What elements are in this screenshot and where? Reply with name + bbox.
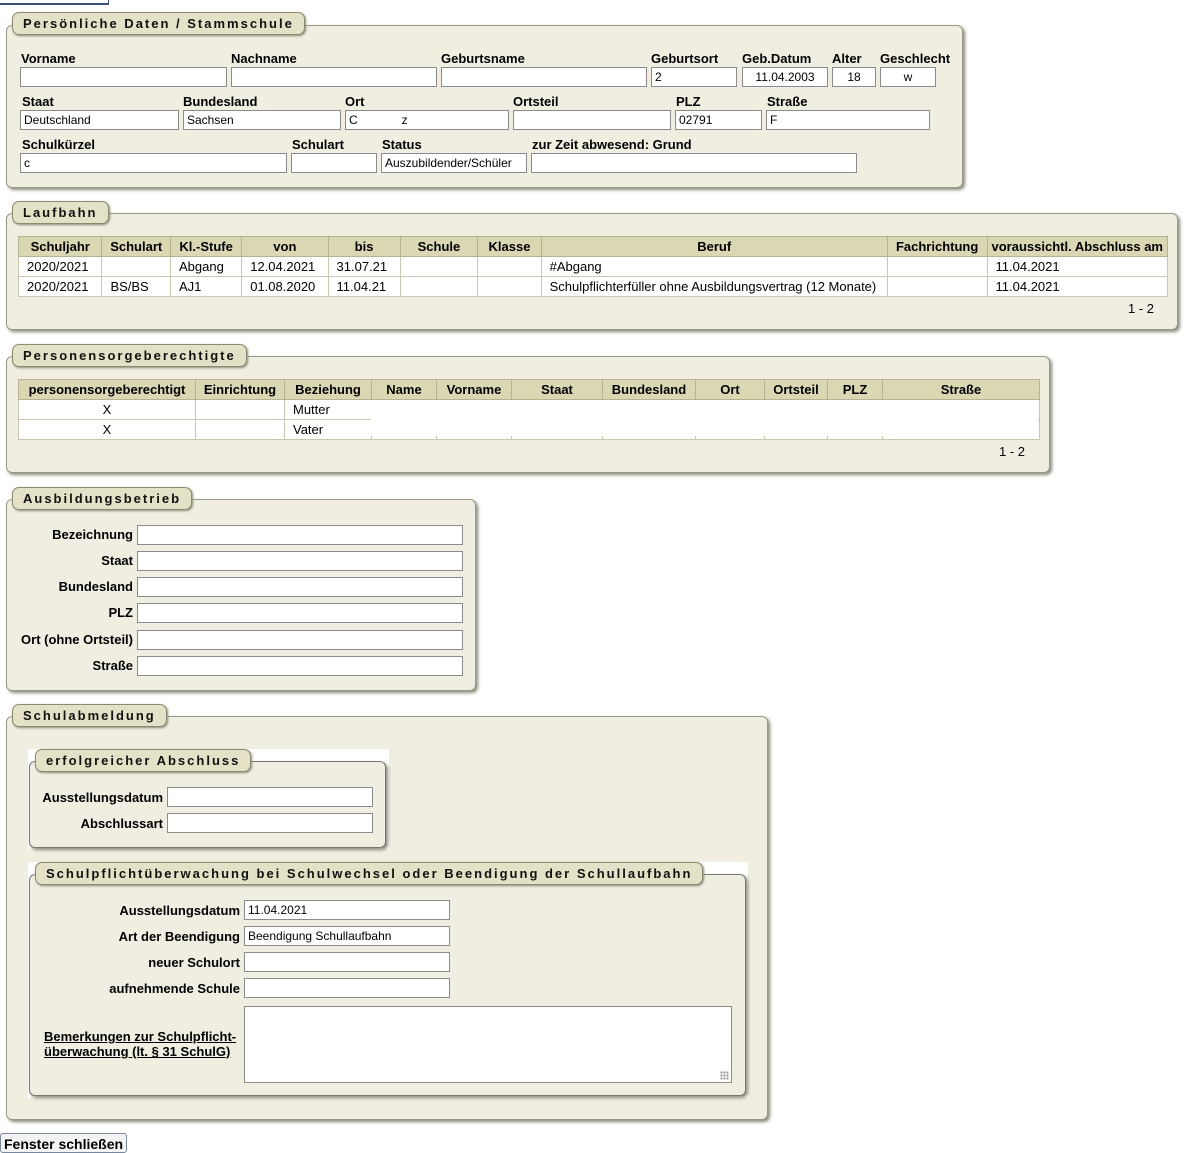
col-beruf[interactable]: Beruf [541, 237, 887, 257]
laufbahn-legend: Laufbahn [12, 201, 109, 224]
pflicht-datum-label: Ausstellungsdatum [119, 903, 240, 918]
betrieb-staat-field[interactable] [137, 551, 463, 571]
table-cell [478, 257, 541, 277]
ort-label: Ort [345, 94, 365, 109]
beendigung-field[interactable]: Beendigung Schullaufbahn [244, 926, 450, 946]
status-field[interactable]: Auszubildender/Schüler [381, 153, 527, 173]
table-cell: 2020/2021 [19, 257, 102, 277]
ort-field[interactable] [345, 110, 509, 130]
bezeichnung-label: Bezeichnung [52, 527, 133, 542]
table-cell: BS/BS [102, 277, 171, 297]
personal-data-legend: Persönliche Daten / Stammschule [12, 12, 305, 35]
betrieb-ort-field[interactable] [137, 630, 463, 650]
laufbahn-pager: 1 - 2 [1128, 301, 1155, 316]
col-bis[interactable]: bis [328, 237, 400, 257]
vorname-field[interactable] [20, 67, 227, 87]
ort-value-end: z [401, 113, 408, 127]
geburtsname-label: Geburtsname [441, 51, 525, 66]
col-klasse[interactable]: Klasse [478, 237, 541, 257]
table-cell: Mutter [285, 400, 372, 420]
nachname-label: Nachname [231, 51, 297, 66]
bemerkungen-label-line2[interactable]: überwachung (lt. § 31 SchulG) [44, 1044, 231, 1059]
table-cell [400, 257, 478, 277]
status-label: Status [382, 137, 422, 152]
table-cell: Vater [285, 420, 372, 440]
geschlecht-field[interactable]: w [880, 67, 936, 87]
table-cell: Abgang [171, 257, 242, 277]
vorname-label: Vorname [21, 51, 76, 66]
col-personensorgeberechtigt[interactable]: personensorgeberechtigt [19, 380, 196, 400]
laufbahn-table [18, 236, 1168, 297]
col-bundesland[interactable]: Bundesland [603, 380, 696, 400]
geburtsname-field[interactable] [441, 67, 647, 87]
pflicht-datum-field[interactable]: 11.04.2021 [244, 900, 450, 920]
strasse-label: Straße [767, 94, 808, 109]
col-schule[interactable]: Schule [400, 237, 478, 257]
col-ort[interactable]: Ort [696, 380, 765, 400]
sorge-header-row [19, 380, 1040, 400]
plz-label: PLZ [676, 94, 701, 109]
betrieb-bundesland-label: Bundesland [58, 579, 133, 594]
schulart-label: Schulart [292, 137, 345, 152]
table-cell: 11.04.2021 [987, 277, 1167, 297]
betrieb-staat-label: Staat [101, 553, 133, 568]
table-cell [196, 400, 285, 420]
table-cell: 31.07.21 [328, 257, 400, 277]
table-cell: #Abgang [541, 257, 887, 277]
col-schuljahr[interactable]: Schuljahr [19, 237, 102, 257]
alter-label: Alter [832, 51, 862, 66]
col-name[interactable]: Name [372, 380, 437, 400]
gebdatum-label: Geb.Datum [742, 51, 812, 66]
redaction-overlay [371, 400, 1038, 436]
beendigung-label: Art der Beendigung [118, 929, 240, 944]
neuer-schulort-field[interactable] [244, 952, 450, 972]
betrieb-legend: Ausbildungsbetrieb [12, 487, 192, 510]
geburtsort-label: Geburtsort [651, 51, 719, 66]
table-cell [196, 420, 285, 440]
table-cell: 11.04.2021 [987, 257, 1167, 277]
bundesland-label: Bundesland [183, 94, 258, 109]
betrieb-bundesland-field[interactable] [137, 577, 463, 597]
table-row[interactable] [19, 277, 1168, 297]
table-cell: 12.04.2021 [242, 257, 328, 277]
col-schulart[interactable]: Schulart [102, 237, 171, 257]
staat-label: Staat [22, 94, 54, 109]
bemerkungen-label-line1[interactable]: Bemerkungen zur Schulpflicht- [44, 1029, 237, 1044]
col-klstufe[interactable]: Kl.-Stufe [171, 237, 242, 257]
table-cell [887, 257, 987, 277]
table-row[interactable] [19, 257, 1168, 277]
abschluss-datum-label: Ausstellungsdatum [42, 790, 163, 805]
sorge-legend: Personensorgeberechtigte [12, 344, 247, 367]
ort-value-start: C [349, 113, 358, 127]
betrieb-plz-field[interactable] [137, 603, 463, 623]
col-vorname[interactable]: Vorname [437, 380, 512, 400]
ortsteil-label: Ortsteil [513, 94, 559, 109]
table-cell [400, 277, 478, 297]
table-cell: 11.04.21 [328, 277, 400, 297]
table-cell: 01.08.2020 [242, 277, 328, 297]
nachname-field[interactable] [231, 67, 437, 87]
table-cell [887, 277, 987, 297]
betrieb-strasse-label: Straße [92, 658, 133, 673]
strasse-field[interactable]: F [766, 110, 930, 130]
top-button-edge [0, 0, 109, 5]
betrieb-strasse-field[interactable] [137, 656, 463, 676]
alter-field[interactable]: 18 [832, 67, 876, 87]
abwesend-field[interactable] [531, 153, 857, 173]
bemerkungen-textarea[interactable] [244, 1006, 732, 1083]
col-strasse[interactable]: Straße [883, 380, 1040, 400]
table-cell: X [19, 420, 196, 440]
ortsteil-field[interactable] [513, 110, 671, 130]
schulkuerzel-label: Schulkürzel [22, 137, 95, 152]
geschlecht-label: Geschlecht [880, 51, 951, 66]
col-beziehung[interactable]: Beziehung [285, 380, 372, 400]
laufbahn-header-row [19, 237, 1168, 257]
schulkuerzel-field[interactable]: c [20, 153, 287, 173]
col-abschluss[interactable]: voraussichtl. Abschluss am [987, 237, 1167, 257]
col-von[interactable]: von [242, 237, 328, 257]
abschlussart-label: Abschlussart [80, 816, 163, 831]
abschlussart-field[interactable] [167, 813, 373, 833]
gebdatum-field[interactable]: 11.04.2003 [742, 67, 828, 87]
schulart-field[interactable] [291, 153, 377, 173]
abschluss-legend: erfolgreicher Abschluss [35, 749, 251, 772]
table-cell: 2020/2021 [19, 277, 102, 297]
aufnehmende-schule-label: aufnehmende Schule [109, 981, 240, 996]
plz-field[interactable]: 02791 [675, 110, 762, 130]
table-cell [478, 277, 541, 297]
col-plz[interactable]: PLZ [828, 380, 883, 400]
table-cell: X [19, 400, 196, 420]
staat-field[interactable]: Deutschland [20, 110, 179, 130]
close-window-button[interactable]: Fenster schließen [0, 1133, 127, 1153]
betrieb-plz-label: PLZ [108, 605, 133, 620]
resize-grip-icon[interactable] [720, 1071, 729, 1080]
table-cell: Schulpflichterfüller ohne Ausbildungsvertrag (12 Monate) [541, 277, 887, 297]
pflicht-legend: Schulpflichtüberwachung bei Schulwechsel oder Beendigung der Schullaufbahn [35, 862, 703, 885]
col-staat[interactable]: Staat [512, 380, 603, 400]
col-ortsteil[interactable]: Ortsteil [765, 380, 828, 400]
sorge-pager: 1 - 2 [999, 444, 1026, 459]
neuer-schulort-label: neuer Schulort [148, 955, 240, 970]
bundesland-field[interactable]: Sachsen [183, 110, 341, 130]
geburtsort-field[interactable]: 2 [651, 67, 737, 87]
abwesend-label: zur Zeit abwesend: Grund [532, 137, 692, 152]
aufnehmende-schule-field[interactable] [244, 978, 450, 998]
col-einrichtung[interactable]: Einrichtung [196, 380, 285, 400]
betrieb-ort-label: Ort (ohne Ortsteil) [21, 632, 133, 647]
table-cell: AJ1 [171, 277, 242, 297]
col-fachrichtung[interactable]: Fachrichtung [887, 237, 987, 257]
table-cell [102, 257, 171, 277]
abmeldung-legend: Schulabmeldung [12, 704, 167, 727]
abschluss-datum-field[interactable] [167, 787, 373, 807]
bezeichnung-field[interactable] [137, 525, 463, 545]
